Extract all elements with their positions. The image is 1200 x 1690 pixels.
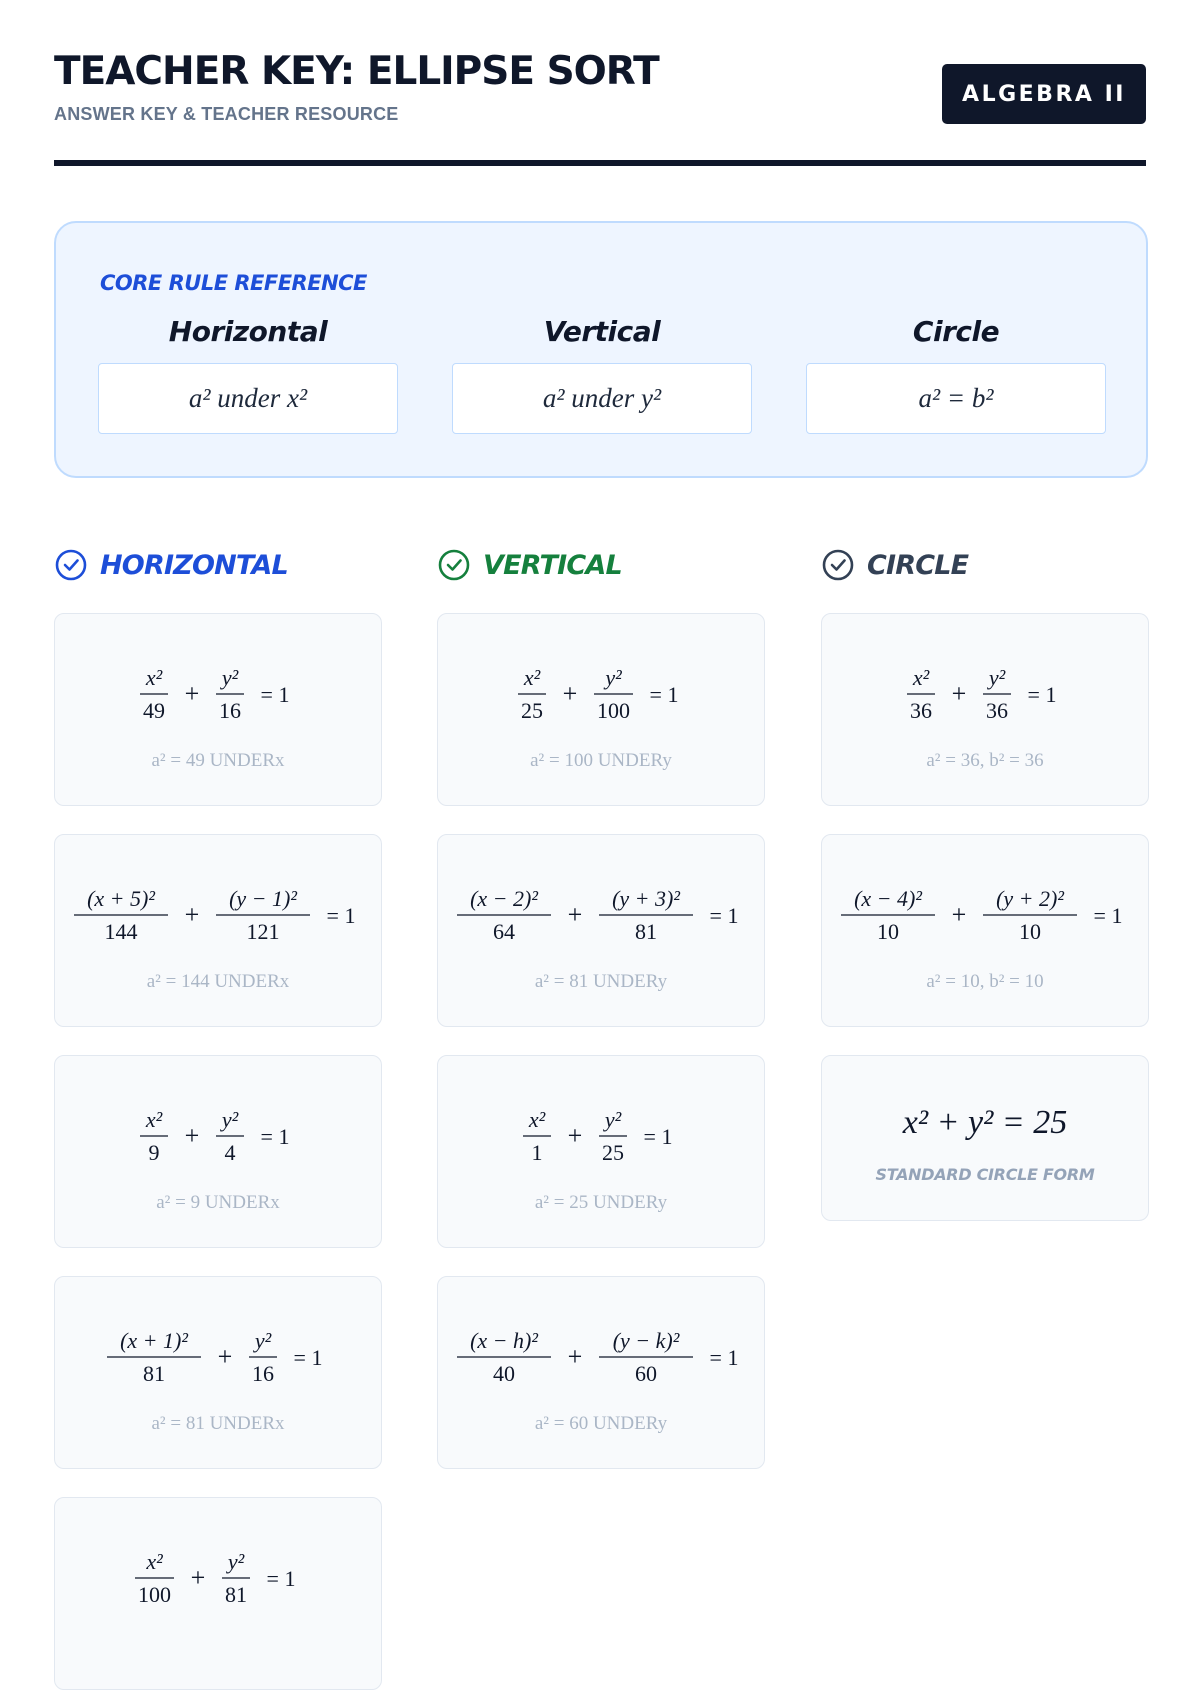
plus-sign: +: [184, 900, 200, 929]
column-label: HORIZONTAL: [100, 549, 288, 581]
x-numerator: x²: [145, 1107, 163, 1132]
x-denominator: 81: [143, 1361, 165, 1386]
x-denominator: 1: [531, 1140, 543, 1165]
y-denominator: 121: [246, 919, 280, 944]
reference-heading: Circle: [912, 315, 1000, 348]
header-divider: [54, 160, 1146, 166]
core-rule-reference: [54, 221, 1148, 478]
y-denominator: 25: [602, 1140, 624, 1165]
equals-one: = 1: [260, 1124, 290, 1149]
check-circle-icon: [437, 548, 471, 582]
plus-sign: +: [567, 1121, 583, 1150]
equals-one: = 1: [709, 903, 739, 928]
answer-note: a² = 81 UNDERy: [534, 971, 668, 992]
page-subtitle: ANSWER KEY & TEACHER RESOURCE: [54, 104, 399, 124]
plus-sign: +: [567, 1342, 583, 1371]
ellipse-equation: [55, 663, 381, 727]
equation-svg: [455, 1326, 747, 1390]
x-numerator: x²: [528, 1107, 546, 1132]
y-denominator: 81: [635, 919, 657, 944]
ellipse-equation: [438, 884, 764, 948]
equals-one: = 1: [1027, 682, 1057, 707]
plus-sign: +: [951, 679, 967, 708]
ellipse-equation: [438, 1326, 764, 1390]
x-numerator: x²: [912, 665, 930, 690]
column-header-horizontal: [54, 548, 288, 582]
reference-heading: Horizontal: [168, 315, 328, 348]
answer-note: a² = 81 UNDERx: [151, 1413, 285, 1434]
equation-card[interactable]: [437, 834, 765, 1027]
plus-sign: +: [567, 900, 583, 929]
answer-note: a² = 36, b² = 36: [926, 750, 1044, 771]
course-badge: ALGEBRA II: [942, 64, 1146, 124]
x-denominator: 100: [137, 1582, 171, 1607]
equation-card[interactable]: [821, 834, 1149, 1027]
reference-title: CORE RULE REFERENCE: [100, 271, 367, 295]
y-denominator: 36: [986, 698, 1008, 723]
equation-svg: [905, 663, 1065, 727]
plus-sign: +: [190, 1563, 205, 1592]
ellipse-equation: [438, 1105, 764, 1169]
x-denominator: 40: [493, 1361, 515, 1386]
reference-vertical: [452, 315, 752, 434]
y-numerator: (y + 3)²: [612, 886, 680, 911]
equation-card[interactable]: [54, 1055, 382, 1248]
equation-svg: [72, 884, 364, 948]
x-numerator: (x − h)²: [470, 1328, 538, 1353]
page-header: [54, 49, 1146, 125]
y-denominator: 10: [1019, 919, 1041, 944]
equation-card[interactable]: [437, 613, 765, 806]
equation-card[interactable]: [437, 1055, 765, 1248]
equals-one: = 1: [266, 1566, 295, 1591]
equation-card[interactable]: [54, 834, 382, 1027]
equals-one: = 1: [1093, 903, 1123, 928]
equation-svg: [138, 1105, 298, 1169]
reference-horizontal: [98, 315, 398, 434]
y-numerator: (y − k)²: [612, 1328, 680, 1353]
x-numerator: (x + 1)²: [120, 1328, 188, 1353]
x-denominator: 25: [520, 698, 543, 723]
equation-svg: [455, 884, 747, 948]
standard-circle-card[interactable]: [821, 1055, 1149, 1221]
circle-equation: [822, 884, 1148, 948]
equation-card[interactable]: [821, 613, 1149, 806]
plus-sign: +: [951, 900, 967, 929]
column-header-circle: [821, 548, 968, 582]
plus-sign: +: [184, 1121, 200, 1150]
equals-one: = 1: [643, 1124, 673, 1149]
x-numerator: (x − 4)²: [854, 886, 922, 911]
check-circle-icon: [821, 548, 855, 582]
x-numerator: (x − 2)²: [470, 886, 538, 911]
y-numerator: y²: [221, 1107, 239, 1132]
answer-note: a² = 100 UNDERy: [530, 750, 672, 771]
y-numerator: y²: [604, 665, 622, 690]
standard-circle-label: STANDARD CIRCLE FORM: [875, 1165, 1095, 1184]
y-denominator: 60: [635, 1361, 657, 1386]
y-denominator: 4: [224, 1140, 236, 1165]
y-denominator: 16: [219, 698, 241, 723]
column-header-vertical: [437, 548, 622, 582]
reference-heading: Vertical: [543, 315, 661, 348]
column-label: CIRCLE: [867, 549, 969, 581]
x-numerator: x²: [523, 665, 540, 690]
equals-one: = 1: [709, 1345, 739, 1370]
y-numerator: y²: [988, 665, 1006, 690]
equation-card[interactable]: [54, 613, 382, 806]
x-denominator: 49: [143, 698, 165, 723]
answer-note: a² = 9 UNDERx: [156, 1192, 280, 1213]
ellipse-equation: [55, 884, 381, 948]
x-numerator: x²: [145, 665, 163, 690]
column-label: VERTICAL: [483, 549, 622, 581]
equation-svg: [839, 884, 1131, 948]
equals-one: = 1: [293, 1345, 323, 1370]
equation-svg: [138, 663, 298, 727]
y-numerator: y²: [254, 1328, 272, 1353]
answer-note: a² = 60 UNDERy: [534, 1413, 668, 1434]
y-denominator: 16: [252, 1361, 274, 1386]
y-numerator: y²: [604, 1107, 622, 1132]
reference-rule: a² = b²: [806, 363, 1106, 434]
x-denominator: 9: [148, 1140, 160, 1165]
reference-rule: a² under x²: [98, 363, 398, 434]
answer-note: a² = 49 UNDERx: [151, 750, 285, 771]
equation-svg: [105, 1326, 331, 1390]
plus-sign: +: [217, 1342, 233, 1371]
reference-circle: [806, 315, 1106, 434]
plus-sign: +: [562, 679, 577, 708]
y-numerator: (y + 2)²: [996, 886, 1064, 911]
standard-circle-equation: x² + y² = 25: [902, 1104, 1068, 1141]
equals-one: = 1: [649, 682, 678, 707]
equals-one: = 1: [326, 903, 356, 928]
answer-note: a² = 25 UNDERy: [534, 1192, 668, 1213]
ellipse-equation: [438, 663, 764, 727]
equation-card[interactable]: [54, 1276, 382, 1469]
ellipse-equation: [55, 1326, 381, 1390]
answer-note: a² = 10, b² = 10: [926, 971, 1044, 992]
equation-card[interactable]: [437, 1276, 765, 1469]
equation-svg: [521, 1105, 681, 1169]
x-numerator: (x + 5)²: [87, 886, 155, 911]
x-denominator: 144: [104, 919, 138, 944]
check-circle-icon: [54, 548, 88, 582]
equation-card[interactable]: [54, 1497, 382, 1690]
y-numerator: (y − 1)²: [229, 886, 297, 911]
equation-svg: [133, 1547, 304, 1611]
circle-equation: [822, 663, 1148, 727]
y-denominator: 81: [224, 1582, 247, 1607]
y-numerator: y²: [227, 1549, 244, 1574]
x-denominator: 10: [877, 919, 899, 944]
x-denominator: 36: [910, 698, 932, 723]
ellipse-equation: [55, 1547, 381, 1611]
plus-sign: +: [184, 679, 200, 708]
y-numerator: y²: [221, 665, 239, 690]
page-title: TEACHER KEY: ELLIPSE SORT: [54, 49, 659, 94]
x-denominator: 64: [493, 919, 515, 944]
equation-svg: [516, 663, 687, 727]
x-numerator: x²: [145, 1549, 163, 1574]
y-denominator: 100: [596, 698, 630, 723]
equals-one: = 1: [260, 682, 290, 707]
answer-note: a² = 144 UNDERx: [146, 971, 290, 992]
ellipse-equation: [55, 1105, 381, 1169]
reference-rule: a² under y²: [452, 363, 752, 434]
